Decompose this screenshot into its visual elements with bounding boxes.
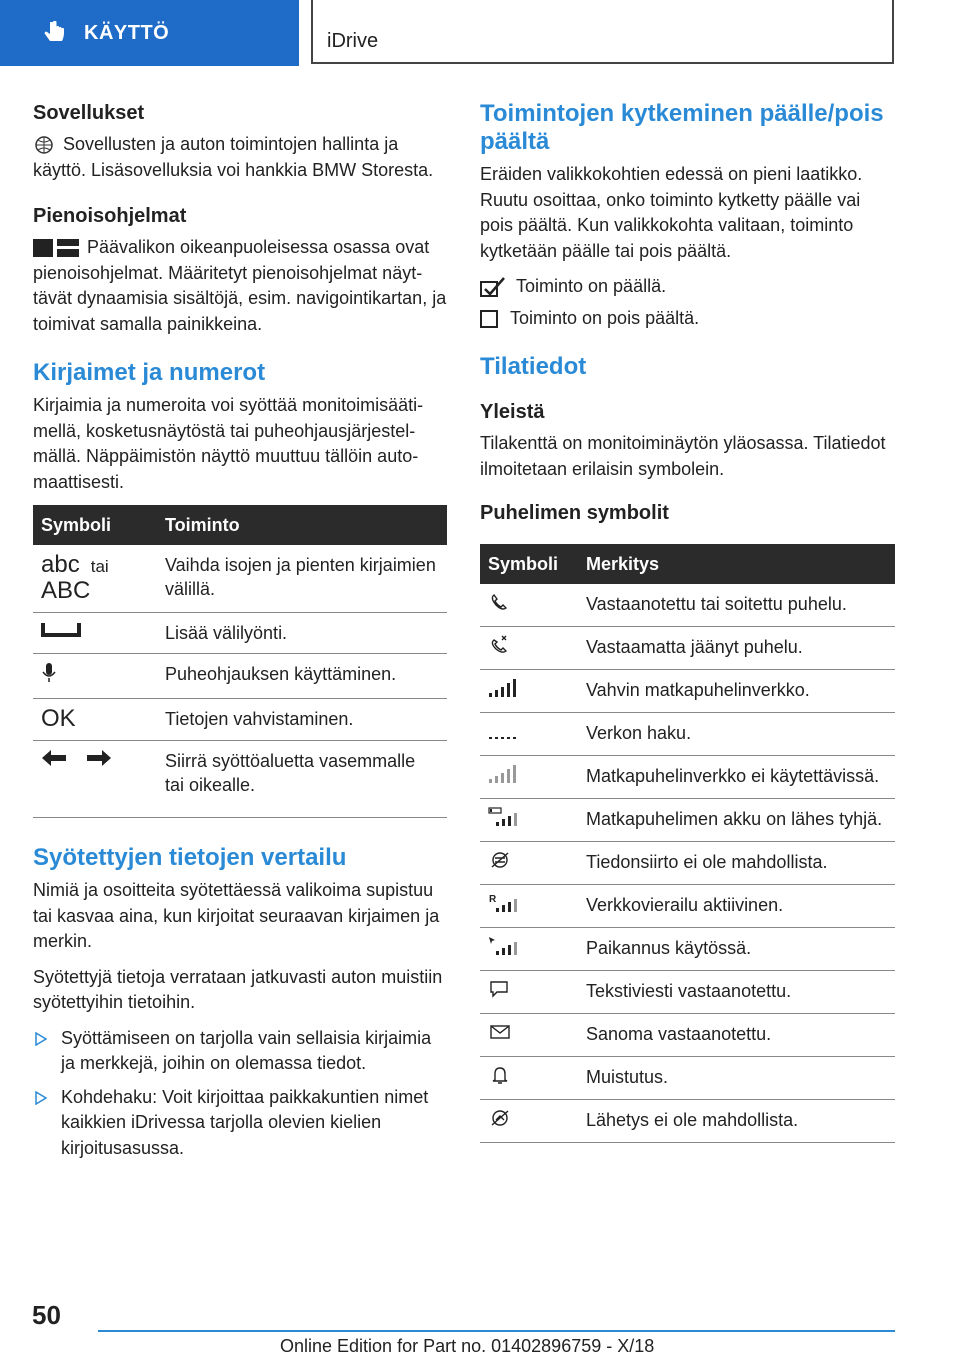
symbol-cell [33,699,157,741]
symbol-cell [33,545,157,613]
envelope-icon [488,1022,512,1042]
symbol-cell [480,885,578,928]
meaning-cell: Matkapuhelimen akku on lähes tyhjä. [578,799,895,842]
meaning-cell: Paikannus käytössä. [578,928,895,971]
section-label: KÄYTTÖ [84,21,170,44]
network-search-icon [488,721,516,741]
meaning-cell: Matkapuhelinverkko ei käytettävissä. [578,756,895,799]
table-row [480,885,895,928]
table-row [480,928,895,971]
page-number: 50 [32,1300,61,1330]
symbol-cell [480,584,578,627]
toiminnot-text: Eräiden valikkokohtien edessä on pieni laatikko. Ruutu osoittaa, onko toiminto kytketty päälle vai pois päältä. Kun valikkokohta valitaan, toiminto kytketään päälle tai pois päältä. [480,164,863,261]
text-message-icon [488,979,512,999]
meaning-cell: Vastaanotettu tai soitettu puhelu. [578,584,895,627]
left-column [33,100,447,1169]
function-cell: Puheohjauksen käyttäminen. [157,654,447,699]
bullet-text: Kohdehaku: Voit kirjoittaa paikkakuntien nimet kaikkien iDrivessa tarjolla olevien kielien kirjoitusasussa. [61,1086,429,1158]
function-cell: Lisää välilyönti. [157,613,447,654]
symbol-cell [33,741,157,818]
meaning-cell: Sanoma vastaanotettu. [578,1014,895,1057]
symbol-cell [480,971,578,1014]
header-symboli: Symboli [480,544,578,584]
function-on-line [480,274,895,300]
svg-text:R: R [489,894,497,905]
table-row [480,971,895,1014]
vertailu-heading: Syötettyjen tietojen vertailu [33,844,347,871]
vertailu-paragraph-2: Syötettyjä tietoja verrataan jatkuvasti auton muistiin syötettyihin tietoihin. [33,966,443,1012]
function-cell: Siirrä syöttöaluetta vasemmalle tai oikealle. [157,741,447,818]
yleista-text: Tilakenttä on monitoiminäytön yläosassa. Tilatiedot ilmoitetaan erilaisin symbolein. [480,433,886,479]
edition-text: Online Edition for Part no. 01402896759 - X/18 [280,1336,655,1356]
list-item [33,1026,447,1077]
table-row [33,699,447,741]
list-item [33,1085,447,1162]
arrow-left-icon [41,749,67,767]
abc-lower-symbol: abc [41,551,80,578]
bullet-triangle-icon [35,1091,47,1105]
toiminnot-heading: Toimintojen kytkeminen päälle/pois päältä [480,100,884,155]
table-row [33,545,447,613]
keyboard-symbols-table [33,505,447,818]
chapter-title-box [311,0,894,64]
meaning-cell: Vahvin matkapuhelinverkko. [578,670,895,713]
meaning-cell: Tekstiviesti vastaanotettu. [578,971,895,1014]
bullet-triangle-icon [35,1032,47,1046]
vertailu-bullets [33,1026,447,1162]
sovellukset-text: Sovellusten ja auton toimintojen hallinta ja käyttö. Lisäsovelluksia voi hankkia BMW Storesta. [33,134,434,180]
signal-full-icon [488,678,516,698]
page-header [0,0,960,66]
phone-symbols-table [480,544,895,1143]
symbol-cell [480,799,578,842]
function-off-line [480,306,895,332]
symbol-cell [480,1057,578,1100]
puhelin-heading: Puhelimen symbolit [480,502,669,524]
meaning-cell: Vastaamatta jäänyt puhelu. [578,627,895,670]
bullet-text: Syöttämiseen on tarjolla vain sellaisia kirjaimia ja merkkejä, joihin on olemassa tiedot. [61,1027,432,1073]
table-row [480,799,895,842]
symbol-cell [480,1014,578,1057]
meaning-cell: Verkon haku. [578,713,895,756]
meaning-cell: Muistutus. [578,1057,895,1100]
meaning-cell: Tiedonsiirto ei ole mahdollista. [578,842,895,885]
roaming-icon [488,893,518,913]
table-row [480,627,895,670]
table-row [480,713,895,756]
table-row [480,584,895,627]
space-bar-icon [41,621,81,639]
pienoisohjelmat-text: Päävalikon oikeanpuoleisessa osassa ovat pienoisohjelmat. Määritetyt pienoisohjelmat näyttävät dynaamisia sisältöjä, esim. navigointikartan, ja toimivat samalla painikkeina. [33,237,447,334]
yleista-heading: Yleistä [480,401,545,423]
function-cell: Tietojen vahvistaminen. [157,699,447,741]
table-row [480,1057,895,1100]
kirjaimet-text: Kirjaimia ja numeroita voi syöttää monitoimisäätimellä, kosketusnäytöstä tai puheohjausjärjestelmällä. Näppäimistön näyttö muuttuu tällöin automaattisesti. [33,395,424,492]
symbol-cell [480,1100,578,1143]
chapter-title: iDrive [327,30,379,52]
bell-icon [488,1065,512,1085]
symbol-cell [480,627,578,670]
pienoisohjelmat-heading: Pienoisohjelmat [33,205,187,227]
vertailu-paragraph-1: Nimiä ja osoitteita syötettäessä valikoima supistuu tai kasvaa aina, kun kirjoitat seuraavan kirjaimen ja merkin. [33,880,440,951]
pienoisohjelmat-paragraph [33,235,447,337]
kirjaimet-heading: Kirjaimet ja numerot [33,359,266,386]
footer-rule [98,1330,895,1332]
no-send-icon [488,1108,512,1128]
apps-icon [33,135,55,155]
widgets-icon [33,238,79,258]
header-symboli: Symboli [33,505,157,545]
section-tab [0,0,299,66]
microphone-icon [41,662,57,684]
symbol-cell [480,713,578,756]
meaning-cell: Verkkovierailu aktiivinen. [578,885,895,928]
symbol-cell [480,928,578,971]
table-row [480,1100,895,1143]
checkbox-empty-icon [480,309,500,329]
ok-symbol: OK [41,705,76,732]
abc-upper-symbol: ABC [41,577,91,604]
symbol-cell [480,670,578,713]
table-row [480,670,895,713]
table-row [480,756,895,799]
signal-none-icon [488,764,516,784]
symbol-cell [480,756,578,799]
battery-low-icon [488,807,518,827]
tai-text: tai [90,557,109,576]
table-row [33,654,447,699]
location-icon [488,936,518,956]
table-header-row [480,544,895,584]
missed-call-icon [488,635,512,655]
phone-call-icon [488,592,512,612]
function-on-text: Toiminto on päällä. [516,276,667,296]
checkbox-checked-icon [480,277,506,297]
meaning-cell: Lähetys ei ole mahdollista. [578,1100,895,1143]
function-off-text: Toiminto on pois päältä. [510,307,700,328]
hand-pointer-icon [40,19,68,47]
no-data-icon [488,850,512,870]
sovellukset-paragraph [33,132,447,183]
table-header-row [33,505,447,545]
table-row [33,613,447,654]
table-row [480,842,895,885]
header-merkitys: Merkitys [578,544,895,584]
right-column [480,100,895,1143]
sovellukset-heading: Sovellukset [33,102,145,124]
table-row [480,1014,895,1057]
arrow-right-icon [86,749,112,767]
symbol-cell [33,613,157,654]
function-cell: Vaihda isojen ja pienten kirjaimien välillä. [157,545,447,613]
header-toiminto: Toiminto [157,505,447,545]
tilatiedot-heading: Tilatiedot [480,353,587,380]
table-row [33,741,447,818]
symbol-cell [480,842,578,885]
symbol-cell [33,654,157,699]
